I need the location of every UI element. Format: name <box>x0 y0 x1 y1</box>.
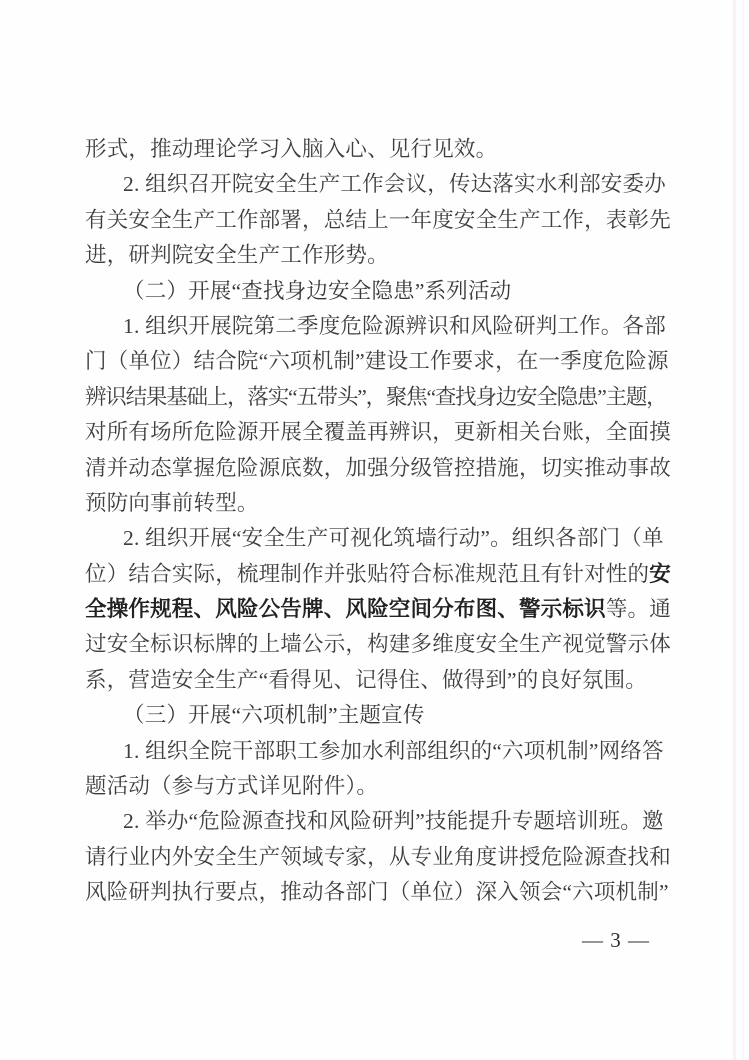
section-heading-line <box>85 698 675 733</box>
text-line <box>85 238 675 273</box>
text-run: 清并动态掌握危险源底数，加强分级管控措施，切实推动事故 <box>85 455 671 480</box>
text-run: （三）开展“六项机制”主题宣传 <box>123 703 425 728</box>
section-heading-line <box>85 274 675 309</box>
text-run: 2. 举办“危险源查找和风险研判”技能提升专题培训班。邀 <box>123 809 664 834</box>
text-line <box>85 344 675 379</box>
text-run: 形式，推动理论学习入脑入心、见行见效。 <box>85 137 498 161</box>
text-line <box>85 804 675 839</box>
text-line <box>85 592 675 627</box>
bold-text-run: 全操作规程、风险公告牌、风险空间分布图、警示标识 <box>85 597 606 622</box>
text-line <box>85 380 675 415</box>
text-run: 1. 组织全院干部职工参加水利部组织的“六项机制”网络答 <box>123 738 664 763</box>
scan-artifact-line <box>733 0 736 1060</box>
text-run: 等。通 <box>605 597 671 622</box>
bold-text-run: 安 <box>649 561 671 586</box>
text-run: 有关安全生产工作部署，总结上一年度安全生产工作，表彰先 <box>85 207 671 232</box>
page-number: — 3 — <box>582 928 650 952</box>
text-line <box>85 734 675 769</box>
text-line <box>85 769 675 804</box>
document-text-block <box>85 132 675 911</box>
text-run: （二）开展“查找身边安全隐患”系列活动 <box>123 278 512 303</box>
text-line <box>85 132 675 167</box>
text-line <box>85 875 675 910</box>
text-line <box>85 521 675 556</box>
text-line <box>85 415 675 450</box>
text-run: 对所有场所危险源开展全覆盖再辨识，更新相关台账，全面摸 <box>85 420 671 445</box>
text-line <box>85 557 675 592</box>
text-line <box>85 840 675 875</box>
text-run: 进，研判院安全生产工作形势。 <box>85 243 389 268</box>
text-run: 2. 组织开展“安全生产可视化筑墙行动”。组织各部门（单 <box>123 526 664 551</box>
text-run: 位）结合实际，梳理制作并张贴符合标准规范且有针对性的 <box>85 561 650 586</box>
text-run: 预防向事前转型。 <box>85 490 259 515</box>
text-line <box>85 451 675 486</box>
text-run: 请行业内外安全生产领域专家，从专业角度讲授危险源查找和 <box>85 844 671 869</box>
text-run: 辨识结果基础上，落实“五带头”，聚焦“查找身边安全隐患”主题， <box>85 384 667 409</box>
text-line <box>85 486 675 521</box>
text-line <box>85 627 675 662</box>
text-run: 门（单位）结合院“六项机制”建设工作要求，在一季度危险源 <box>85 349 669 374</box>
text-line <box>85 309 675 344</box>
text-run: 过安全标识标牌的上墙公示，构建多维度安全生产视觉警示体 <box>85 632 671 657</box>
text-run: 风险研判执行要点，推动各部门（单位）深入领会“六项机制” <box>85 880 669 905</box>
text-run: 题活动（参与方式详见附件）。 <box>85 774 379 799</box>
text-run: 1. 组织开展院第二季度危险源辨识和风险研判工作。各部 <box>123 313 666 338</box>
scan-artifact-line <box>742 0 744 1060</box>
text-line <box>85 203 675 238</box>
text-line <box>85 663 675 698</box>
text-run: 系，营造安全生产“看得见、记得住、做得到”的良好氛围。 <box>85 667 647 692</box>
text-line <box>85 167 675 202</box>
text-run: 2. 组织召开院安全生产工作会议，传达落实水利部安委办 <box>123 172 666 197</box>
